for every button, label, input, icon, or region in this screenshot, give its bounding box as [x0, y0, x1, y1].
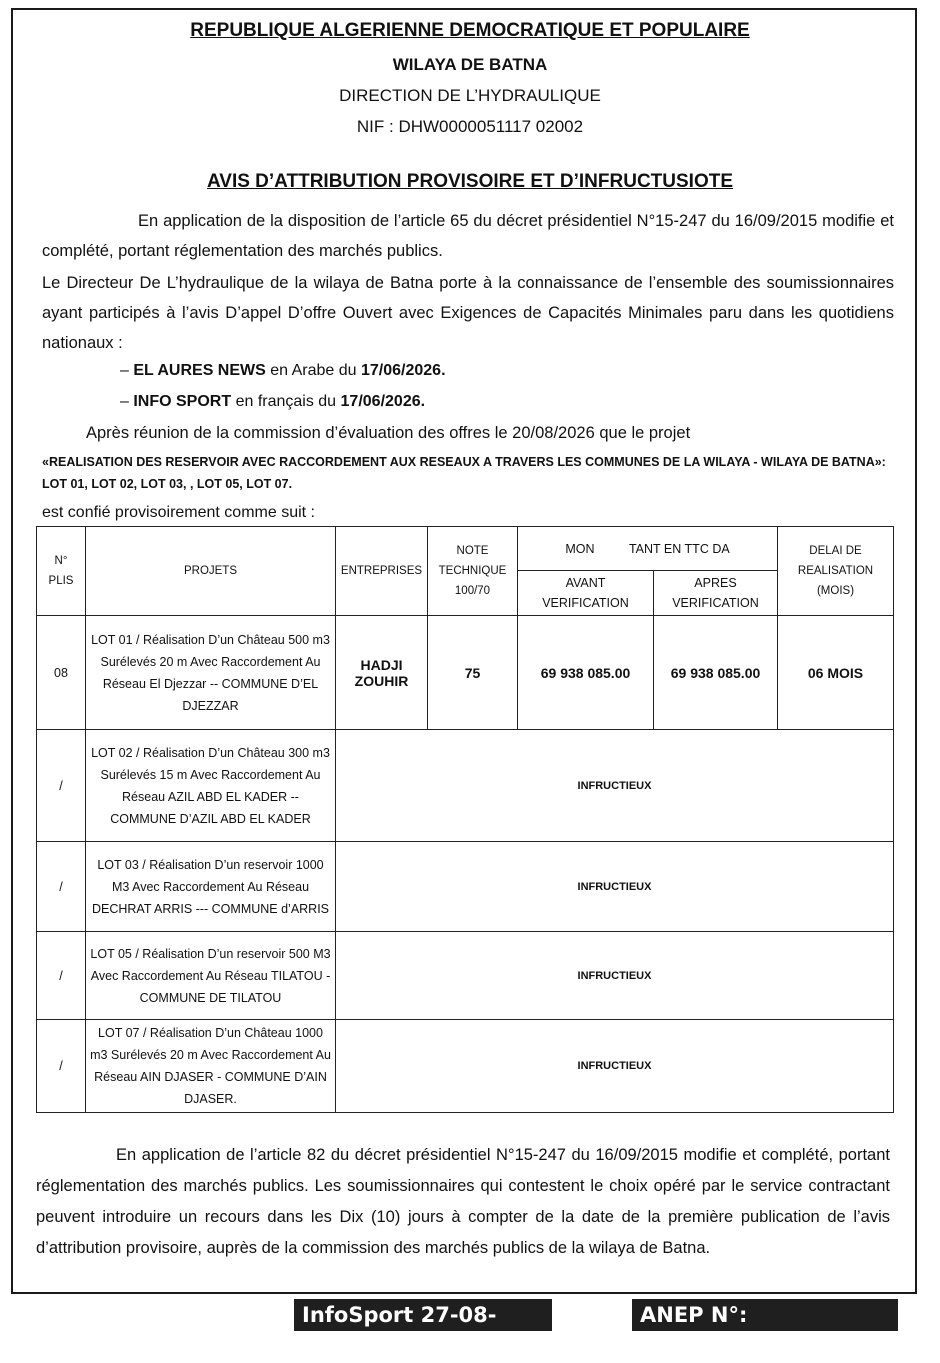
row-projet: LOT 05 / Réalisation D’un reservoir 500 M3 Avec Raccordement Au Réseau TILATOU -COMMUNE DE TILATOU [86, 932, 336, 1020]
row-num: / [37, 1020, 86, 1113]
row-apres: 69 938 085.00 [654, 616, 778, 730]
row-num: 08 [37, 616, 86, 730]
intro-paragraph-2: Le Directeur De L’hydraulique de la wilaya de Batna porte à la connaissance de l’ensemble des soumissionnaires ayant participés à l’avis D’appel D’offre Ouvert avec Exigences de Capacités Minimales paru dans les quotidiens nationaux : [42, 274, 894, 352]
row-projet: LOT 03 / Réalisation D’un reservoir 1000 M3 Avec Raccordement Au Réseau DECHRAT ARRIS --- COMMUNE d’ARRIS [86, 842, 336, 932]
confie-line: est confié provisoirement comme suit : [42, 504, 315, 521]
row-note: 75 [428, 616, 518, 730]
projet-title: «REALISATION DES RESERVOIR AVEC RACCORDEMENT AUX RESEAUX A TRAVERS LES COMMUNES DE LA WILAYA - WILAYA DE BATNA»: LOT 01, LOT 02, LOT 03, , LOT 05, LOT 07. [42, 455, 886, 491]
row-delai: 06 MOIS [778, 616, 894, 730]
intro-paragraph-1: En application de la disposition de l’article 65 du décret présidentiel N°15-247 du 16/09/2015 modifie et complété, portant réglementation des marchés publics. [42, 212, 894, 260]
header-direction: DIRECTION DE L’HYDRAULIQUE [339, 86, 601, 105]
header-projets: PROJETS [86, 527, 336, 616]
row-status: INFRUCTIEUX [336, 1020, 894, 1113]
row-num: / [37, 932, 86, 1020]
row-projet: LOT 07 / Réalisation D’un Château 1000 m3 Surélevés 20 m Avec Raccordement Au Réseau AIN DJASER - COMMUNE D’AIN DJASER. [86, 1020, 336, 1113]
table-row [37, 616, 894, 730]
row-projet: LOT 01 / Réalisation D’un Château 500 m3 Surélevés 20 m Avec Raccordement Au Réseau El Djezzar -- COMMUNE D’EL DJEZZAR [86, 616, 336, 730]
header-delai: DELAI DE REALISATION (MOIS) [778, 527, 894, 616]
header-num: N° PLIS [37, 527, 86, 616]
header-wilaya: WILAYA DE BATNA [392, 55, 548, 74]
row-status: INFRUCTIEUX [336, 932, 894, 1020]
row-entreprise: HADJI ZOUHIR [336, 616, 428, 730]
journal-item-2: – INFO SPORT en français du 17/06/2026. [120, 393, 426, 410]
attribution-table [36, 526, 894, 1113]
header-montant: MON TANT EN TTC DA [518, 527, 778, 571]
header-avant: AVANT VERIFICATION [518, 571, 654, 616]
closing-paragraph: En application de l’article 82 du décret présidentiel N°15-247 du 16/09/2015 modifie et complété, portant réglementation des marchés publics. Les soumissionnaires qui contestent le choix opéré par le service contractant peuvent introduire un recours dans les Dix (10) jours à compter de la date de la première publication de l’avis d’attribution provisoire, auprès de la commission des marchés publics de la wilaya de Batna. [36, 1146, 890, 1257]
table-row [37, 842, 894, 932]
header-nif: NIF : DHW0000051117 02002 [356, 117, 584, 136]
header-entreprises: ENTREPRISES [336, 527, 428, 616]
row-projet: LOT 02 / Réalisation D’un Château 300 m3 Surélevés 15 m Avec Raccordement Au Réseau AZIL ABD EL KADER -- COMMUNE D’AZIL ABD EL KADER [86, 730, 336, 842]
header-apres: APRES VERIFICATION [654, 571, 778, 616]
row-num: / [37, 730, 86, 842]
table-row [37, 1020, 894, 1113]
row-num: / [37, 842, 86, 932]
row-status: INFRUCTIEUX [336, 842, 894, 932]
reunion-line: Après réunion de la commission d’évaluation des offres le 20/08/2026 que le projet [86, 424, 691, 442]
row-status: INFRUCTIEUX [336, 730, 894, 842]
journal-item-1: – EL AURES NEWS en Arabe du 17/06/2026. [120, 362, 446, 379]
notice-title: AVIS D’ATTRIBUTION PROVISOIRE ET D’INFRUCTUSIOTE [206, 171, 734, 192]
table-row [37, 730, 894, 842]
table-row [37, 932, 894, 1020]
header-republique: REPUBLIQUE ALGERIENNE DEMOCRATIQUE ET POPULAIRE [190, 20, 750, 41]
row-avant: 69 938 085.00 [518, 616, 654, 730]
header-note: NOTE TECHNIQUE 100/70 [428, 527, 518, 616]
footer-publication-date: InfoSport 27-08-2026 [294, 1299, 552, 1331]
footer-anep-number: ANEP N°: 2625008290 [632, 1299, 898, 1331]
